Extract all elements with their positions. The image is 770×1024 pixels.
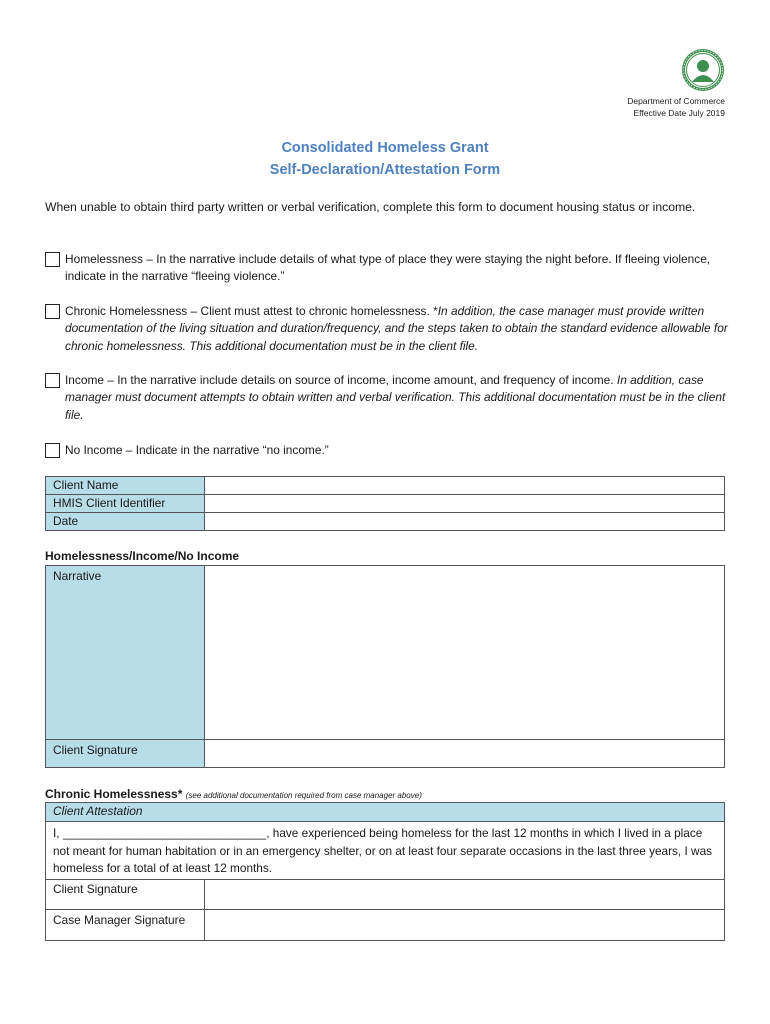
- option-chronic-homelessness: [45, 303, 730, 355]
- chronic-heading-note: (see additional documentation required from case manager above): [185, 791, 422, 800]
- option-no-income: [45, 442, 730, 459]
- income-label: Income – In the narrative include details on source of income, income amount, and frequency of income.: [65, 373, 617, 387]
- date-label: Date: [46, 513, 205, 531]
- client-name-label: Client Name: [46, 477, 205, 495]
- effective-date: Effective Date July 2019: [633, 108, 725, 118]
- washington-state-seal-icon: [681, 48, 725, 92]
- client-name-field[interactable]: [205, 477, 725, 495]
- case-manager-signature-field[interactable]: [205, 909, 725, 940]
- chronic-homelessness-note: In addition, the case manager must provide written documentation of the living situation and duration/frequency, and the steps taken to obtain the standard evidence allowable for chronic homelessness. This additional documentation must be in the client file.: [65, 304, 728, 353]
- client-info-table: [45, 476, 725, 531]
- chronic-homelessness-label: Chronic Homelessness – Client must attest to chronic homelessness. *: [65, 304, 438, 318]
- homelessness-label: Homelessness – In the narrative include details of what type of place they were staying the night before. If fleeing violence, indicate in the narrative “fleeing violence.”: [65, 252, 711, 284]
- section-homelessness-heading: Homelessness/Income/No Income: [45, 549, 240, 563]
- chronic-homelessness-checkbox[interactable]: [45, 304, 60, 319]
- no-income-checkbox[interactable]: [45, 443, 60, 458]
- income-note: In addition, case manager must document attempts to obtain written and verbal verification. This additional documentation must be in the client file.: [65, 373, 726, 422]
- narrative-label: Narrative: [46, 566, 205, 740]
- income-checkbox[interactable]: [45, 373, 60, 388]
- form-title-line-2: Self-Declaration/Attestation Form: [269, 162, 501, 178]
- form-title: [0, 137, 770, 181]
- form-title-line-1: Consolidated Homeless Grant: [281, 140, 489, 156]
- department-name: Department of Commerce: [627, 96, 725, 106]
- intro-text: When unable to obtain third party written or verbal verification, complete this form to document housing status or income.: [45, 200, 696, 214]
- narrative-field[interactable]: [205, 566, 725, 740]
- client-signature-label: Client Signature: [46, 740, 205, 768]
- attestation-client-signature-field[interactable]: [205, 879, 725, 909]
- department-header: [627, 95, 725, 119]
- attestation-client-signature-label: Client Signature: [46, 879, 205, 909]
- section-chronic-heading: [45, 787, 422, 801]
- chronic-heading-text: Chronic Homelessness*: [45, 787, 183, 801]
- hmis-identifier-field[interactable]: [205, 495, 725, 513]
- no-income-label: No Income – Indicate in the narrative “no income.”: [65, 443, 329, 457]
- date-field[interactable]: [205, 513, 725, 531]
- option-income: [45, 372, 730, 424]
- client-attestation-header: Client Attestation: [46, 803, 725, 822]
- attestation-statement: I, _______________________________, have experienced being homeless for the last 12 months in which I lived in a place not meant for human habitation or in an emergency shelter, or on at least four separate occasions in the last three years, I was homeless for a total of at least 12 months.: [46, 822, 725, 880]
- homelessness-checkbox[interactable]: [45, 252, 60, 267]
- case-manager-signature-label: Case Manager Signature: [46, 909, 205, 940]
- option-homelessness: [45, 251, 730, 286]
- hmis-identifier-label: HMIS Client Identifier: [46, 495, 205, 513]
- client-signature-field[interactable]: [205, 740, 725, 768]
- narrative-table: [45, 565, 725, 768]
- attestation-table: [45, 802, 725, 941]
